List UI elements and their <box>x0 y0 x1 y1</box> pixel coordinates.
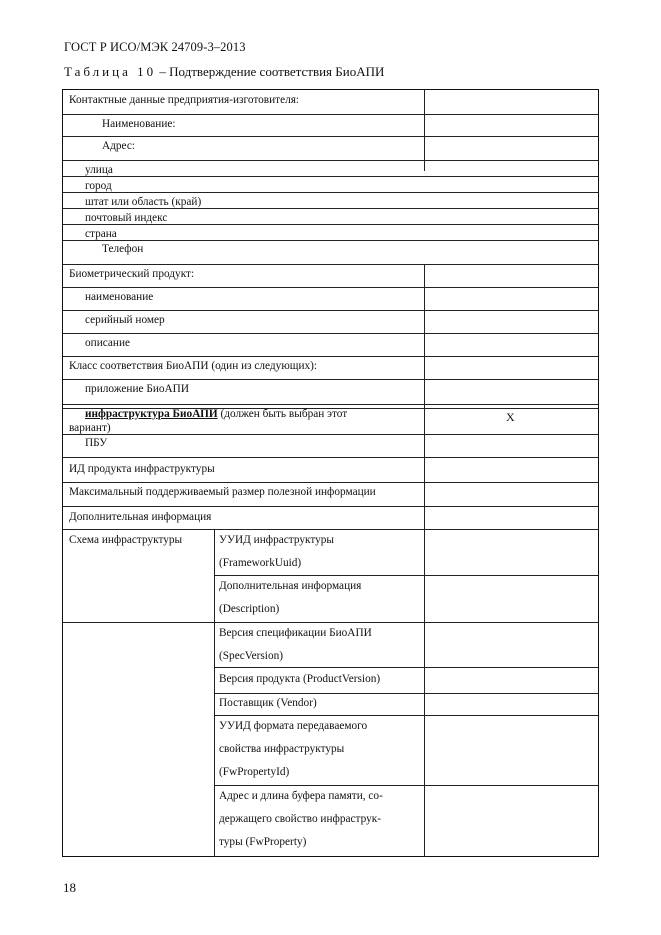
cell-infra-rest: (должен быть выбран этот <box>217 408 348 420</box>
cell-infra-id: ИД продукта инфраструктуры <box>69 463 215 475</box>
cell-buf-3: туры (FwProperty) <box>219 836 307 848</box>
cell-postal: почтовый индекс <box>85 212 168 224</box>
cell-description: описание <box>85 337 131 349</box>
cell-fwprop-3: (FwPropertyId) <box>219 766 290 778</box>
cell-app: приложение БиоАПИ <box>85 383 189 395</box>
cell-phone: Телефон <box>102 243 144 255</box>
cell-buf-2: держащего свойство инфраструк- <box>219 813 381 825</box>
cell-uuid-2: (FrameworkUuid) <box>219 557 302 569</box>
table-caption <box>64 64 384 80</box>
cell-bio-product: Биометрический продукт: <box>69 268 195 280</box>
cell-schema: Схема инфраструктуры <box>69 534 183 546</box>
cell-infra-bold: инфраструктура БиоАПИ <box>85 408 218 420</box>
cell-state: штат или область (край) <box>85 196 202 208</box>
cell-product-version: Версия продукта (ProductVersion) <box>219 673 381 685</box>
cell-street: улица <box>85 164 113 176</box>
cell-contact: Контактные данные предприятия-изготовителя: <box>69 94 300 106</box>
cell-infra-variant: вариант) <box>69 422 111 434</box>
cell-conformance-class: Класс соответствия БиоАПИ (один из следующих): <box>69 360 318 372</box>
cell-infra <box>85 407 347 421</box>
document-header: ГОСТ Р ИСО/МЭК 24709-3–2013 <box>64 40 246 54</box>
cell-address: Адрес: <box>102 140 136 152</box>
cell-vendor: Поставщик (Vendor) <box>219 697 317 709</box>
cell-spec-2: (SpecVersion) <box>219 650 283 662</box>
cell-bsp: ПБУ <box>85 437 108 449</box>
checkmark-x: X <box>506 410 515 424</box>
page-number: 18 <box>63 880 76 895</box>
cell-desc-2: (Description) <box>219 603 280 615</box>
cell-additional: Дополнительная информация <box>69 511 212 523</box>
cell-fwprop-1: УУИД формата передаваемого <box>219 720 368 732</box>
cell-desc-1: Дополнительная информация <box>219 580 362 592</box>
cell-city: город <box>85 180 112 192</box>
cell-buf-1: Адрес и длина буфера памяти, со- <box>219 790 383 802</box>
cell-spec-1: Версия спецификации БиоАПИ <box>219 627 372 639</box>
conformance-table <box>62 89 599 857</box>
table-caption-title: – Подтверждение соответствия БиоАПИ <box>159 64 385 79</box>
cell-fwprop-2: свойства инфраструктуры <box>219 743 345 755</box>
cell-country: страна <box>85 228 117 240</box>
cell-prod-name: наименование <box>85 291 154 303</box>
cell-uuid-1: УУИД инфраструктуры <box>219 534 335 546</box>
cell-max-payload: Максимальный поддерживаемый размер полезной информации <box>69 486 376 498</box>
cell-name: Наименование: <box>102 118 176 130</box>
cell-serial: серийный номер <box>85 314 165 326</box>
table-caption-label: Таблица 10 <box>64 64 157 79</box>
